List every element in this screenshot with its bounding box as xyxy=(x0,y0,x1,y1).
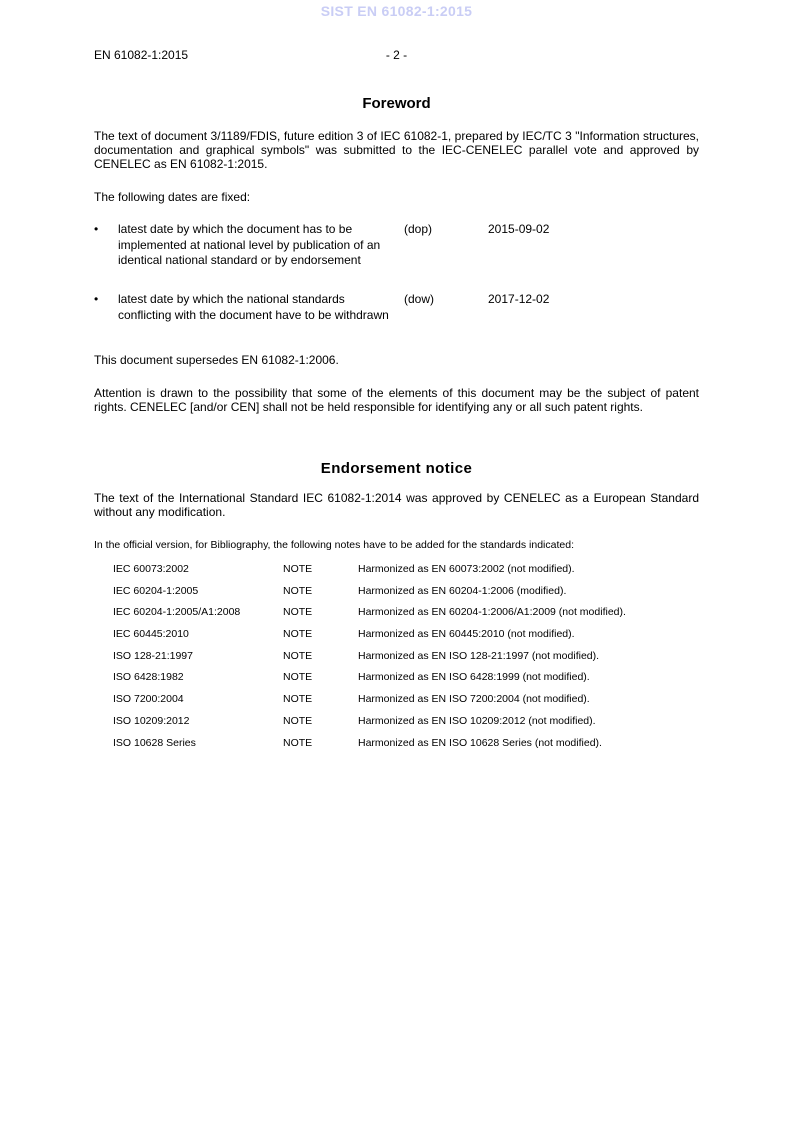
date-value: 2015-09-02 xyxy=(488,222,550,236)
date-description: latest date by which the document has to be implemented at national level by publication of an identical national standard or by endorsement xyxy=(118,222,381,267)
note-kind: NOTE xyxy=(283,628,313,641)
bullet: • xyxy=(94,292,99,306)
header-standard-number: EN 61082-1:2015 xyxy=(94,48,189,62)
note-kind: NOTE xyxy=(283,736,313,749)
date-abbreviation: (dow) xyxy=(404,292,435,306)
note-kind: NOTE xyxy=(283,584,313,597)
note-text: Harmonized as EN ISO 7200:2004 (not modified). xyxy=(358,693,590,706)
note-kind: NOTE xyxy=(283,606,313,619)
note-text: Harmonized as EN 60204-1:2006 (modified). xyxy=(358,584,567,597)
note-standard: IEC 60073:2002 xyxy=(113,563,189,575)
foreword-intro: The text of document 3/1189/FDIS, future edition 3 of IEC 61082-1, prepared by IEC/TC 3 "Information structures, documentation and graphical symbols" was submitted to the IEC-CENELEC parallel vote and approved by CENELEC as EN 61082-1:2015. xyxy=(94,129,699,171)
endorsement-title: Endorsement notice xyxy=(320,460,473,477)
note-kind: NOTE xyxy=(283,671,313,684)
page-number: - 2 - xyxy=(385,48,408,62)
note-standard: ISO 10209:2012 xyxy=(113,714,190,727)
note-standard: IEC 60204-1:2005 xyxy=(113,584,199,597)
bullet: • xyxy=(94,222,99,236)
note-standard: ISO 10628 Series xyxy=(113,736,196,749)
note-text: Harmonized as EN 60073:2002 (not modified). xyxy=(358,563,575,575)
note-text: Harmonized as EN ISO 10628 Series (not modified). xyxy=(358,736,602,749)
note-text: Harmonized as EN ISO 10209:2012 (not modified). xyxy=(358,714,596,727)
supersedes-statement: This document supersedes EN 61082-1:2006. xyxy=(94,353,339,367)
note-kind: NOTE xyxy=(283,649,313,662)
notes-intro: In the official version, for Bibliography, the following notes have to be added for the standards indicated: xyxy=(94,539,574,551)
patent-attention: Attention is drawn to the possibility that some of the elements of this document may be the subject of patent rights. CENELEC [and/or CEN] shall not be held responsible for identifying any or all such patent rights. xyxy=(94,386,699,414)
note-text: Harmonized as EN ISO 128-21:1997 (not modified). xyxy=(358,649,600,662)
note-standard: IEC 60445:2010 xyxy=(113,628,189,641)
note-text: Harmonized as EN 60204-1:2006/A1:2009 (not modified). xyxy=(358,606,626,619)
date-abbreviation: (dop) xyxy=(404,222,433,236)
date-description: latest date by which the national standards conflicting with the document have to be withdrawn xyxy=(118,292,389,322)
note-standard: IEC 60204-1:2005/A1:2008 xyxy=(113,606,241,619)
watermark: SIST EN 61082-1:2015 xyxy=(320,3,473,19)
note-standard: ISO 6428:1982 xyxy=(113,671,184,684)
note-text: Harmonized as EN ISO 6428:1999 (not modified). xyxy=(358,671,590,684)
note-kind: NOTE xyxy=(283,693,313,706)
note-kind: NOTE xyxy=(283,563,313,575)
note-standard: ISO 128-21:1997 xyxy=(113,649,193,662)
foreword-title: Foreword xyxy=(362,95,431,112)
note-kind: NOTE xyxy=(283,714,313,727)
endorsement-text: The text of the International Standard IEC 61082-1:2014 was approved by CENELEC as a European Standard without any modification. xyxy=(94,491,699,519)
dates-intro: The following dates are fixed: xyxy=(94,190,251,204)
date-value: 2017-12-02 xyxy=(488,292,550,306)
note-text: Harmonized as EN 60445:2010 (not modified). xyxy=(358,628,575,641)
note-standard: ISO 7200:2004 xyxy=(113,693,184,706)
